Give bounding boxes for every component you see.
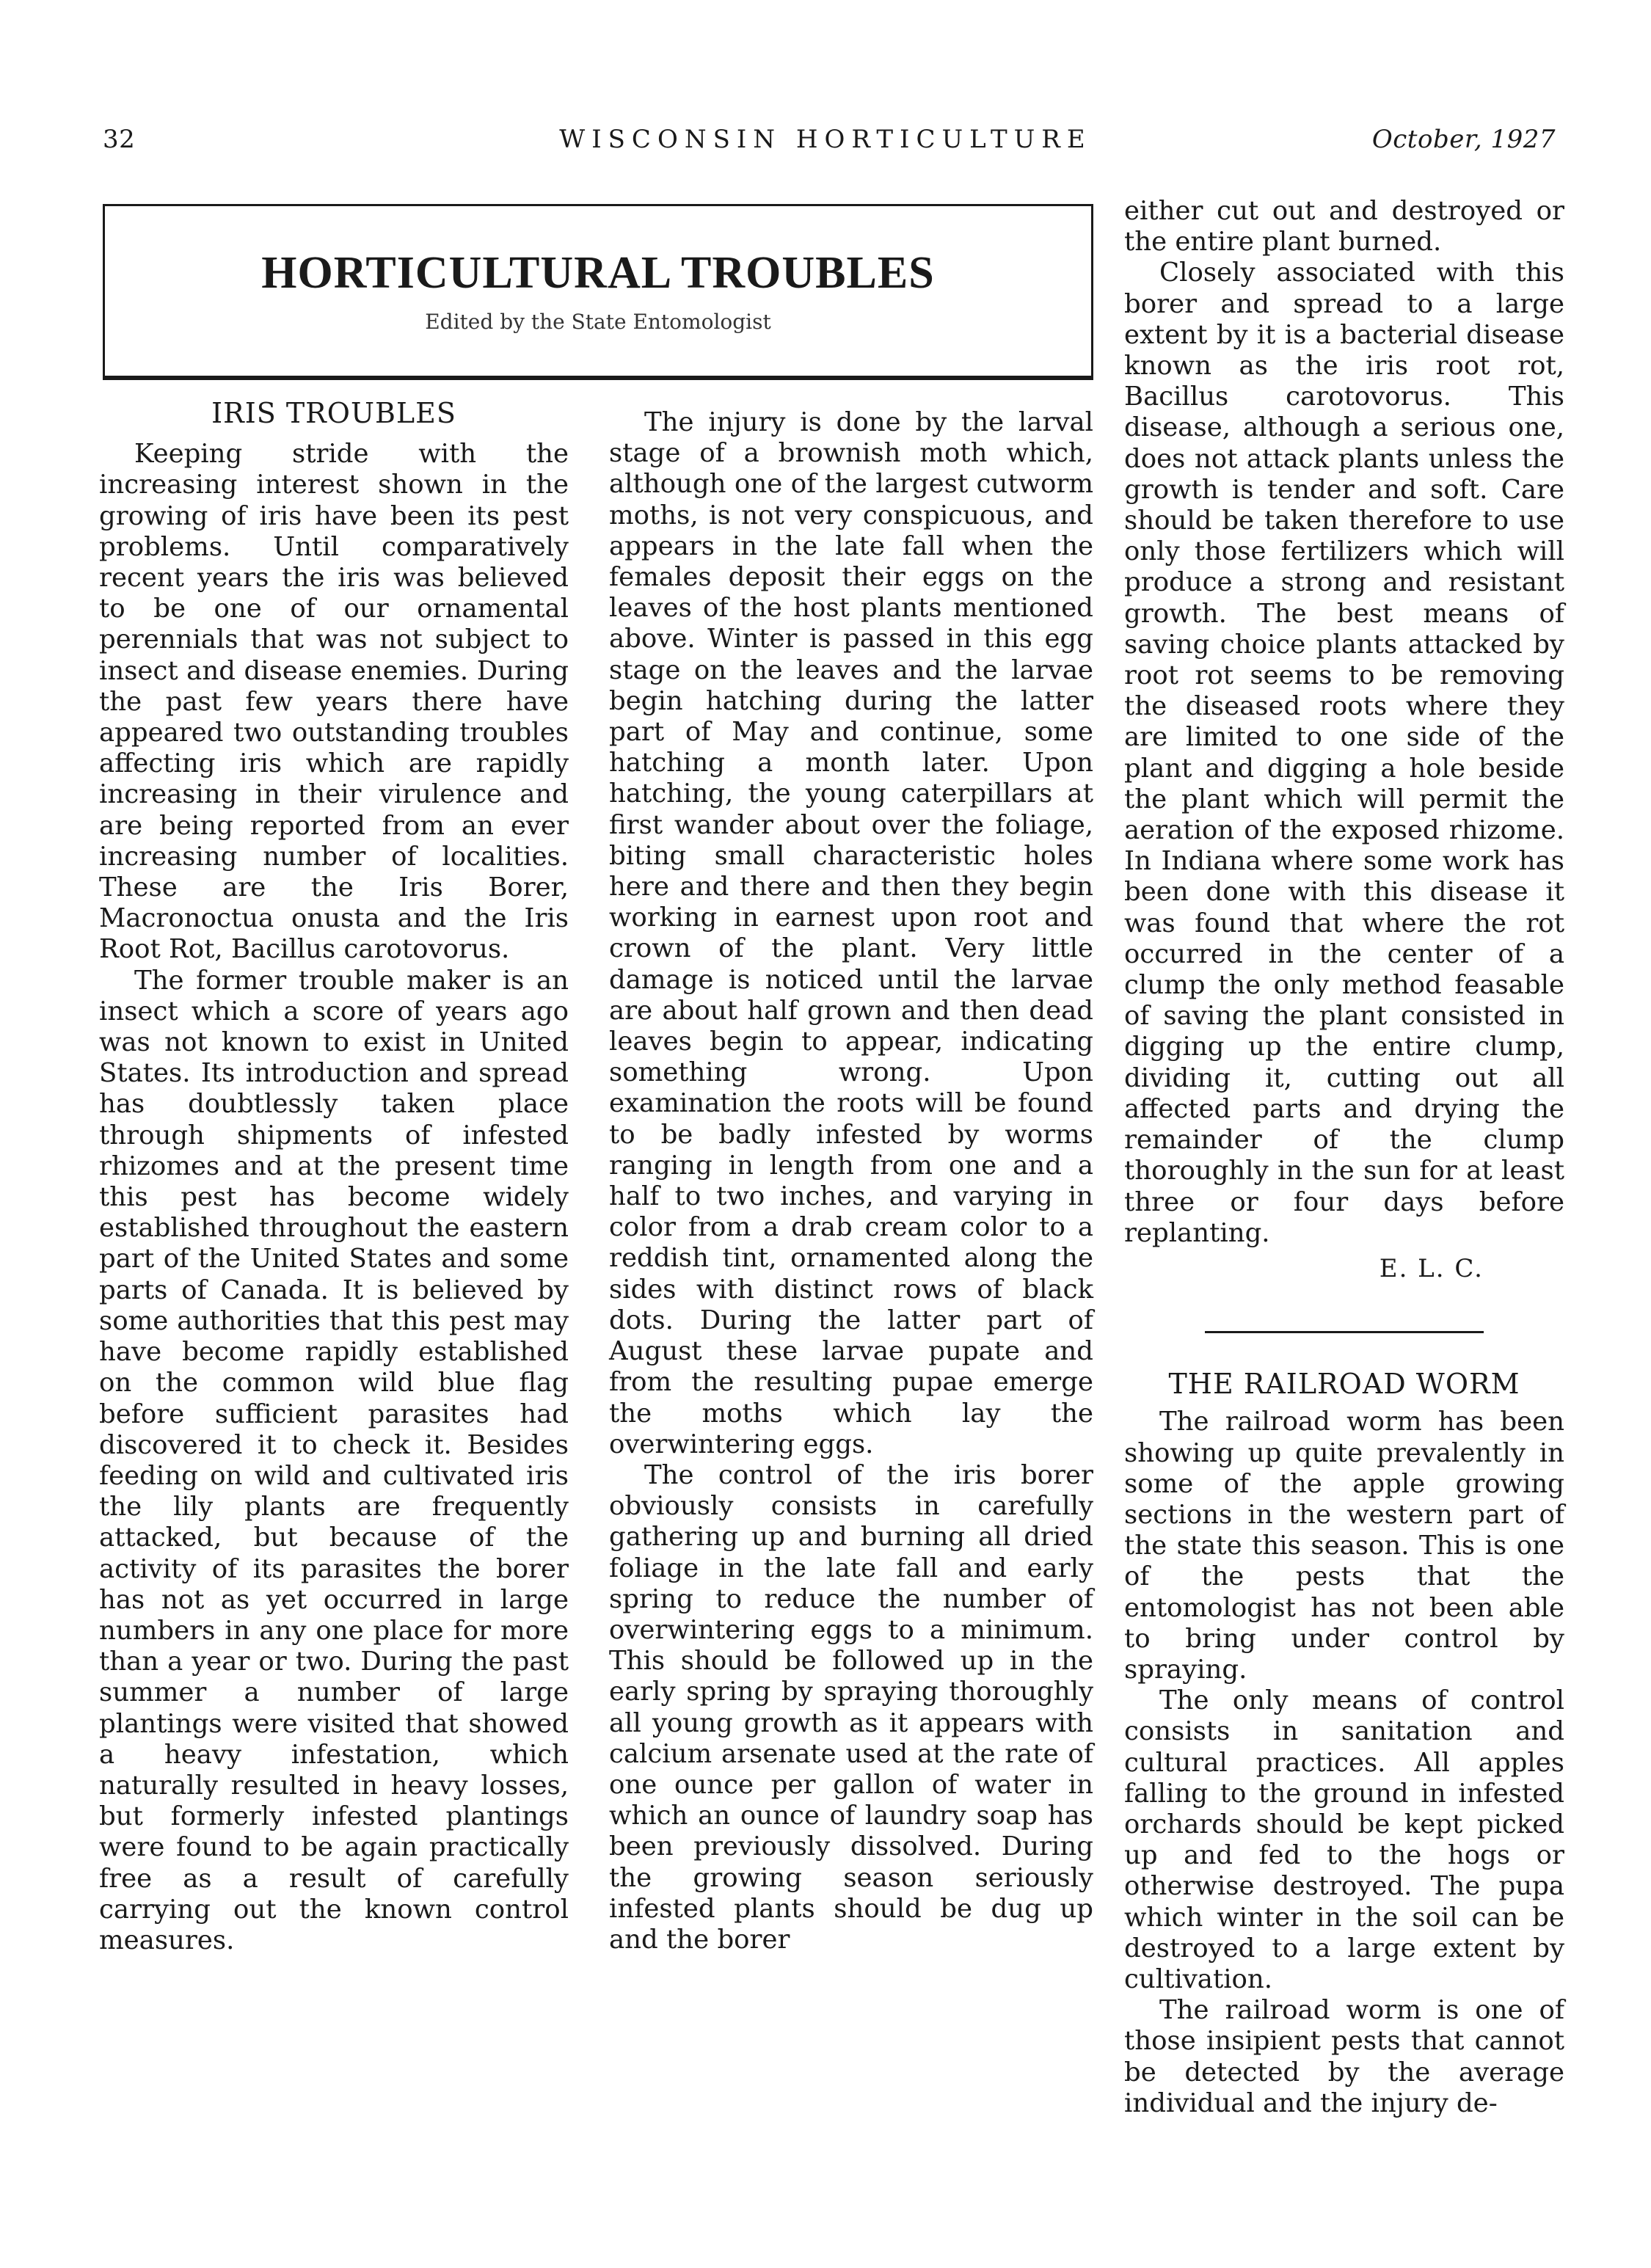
iris-paragraph: The former trouble maker is an insect which a score of years ago was not known to exist in United States. Its introduction and spread has doubtlessly taken place through shipments of infested rhizomes and at the present time this pest has become widely established throughout the eastern part of the United States and some parts of Canada. It is believed by some authorities that this pest may have become rapidly established on the common wild blue flag before sufficient parasites had discovered it to check it. Besides feeding on wild and cultivated iris the lily plants are frequently attacked, but because of the activity of its parasites the borer has not as yet occurred in large numbers in any one place for more than a year or two. During the past summer a number of large plantings were visited that showed a heavy infestation, which naturally resulted in heavy losses, but formerly infested plantings were found to be again practically free as a result of carefully carrying out the known control measures. <box>99 965 569 1955</box>
iris-paragraph: Closely associated with this borer and spread to a large extent by it is a bacterial disease known as the iris root rot, Bacillus carotovorus. This disease, although a serious one, does not attack plants unless the growth is tender and soft. Care should be taken therefore to use only those fertilizers which will produce a strong and resistant growth. The best means of saving choice plants attacked by root rot seems to be removing the diseased roots where they are limited to one side of the plant and digging a hole beside the plant which will permit the aeration of the exposed rhizome. In Indiana where some work has been done with this disease it was found that where the rot occurred in the center of a clump the only method feasable of saving the plant consisted in digging up the entire clump, dividing it, cutting out all affected parts and drying the remainder of the clump thoroughly in the sun for at least three or four days before replanting. <box>1124 258 1564 1248</box>
section-title-box <box>103 204 1093 380</box>
iris-paragraph: Keeping stride with the increasing interest shown in the growing of iris have been its pest problems. Until comparatively recent years the iris was believed to be one of our ornamental perennials that was not subject to insect and disease enemies. During the past few years there have appeared two outstanding troubles affecting iris which are rapidly increasing in their virulence and are being reported from an ever increasing number of localities. These are the Iris Borer, Macronoctua onusta and the Iris Root Rot, Bacillus carotovorus. <box>99 439 569 965</box>
railroad-paragraph: The only means of control consists in sanitation and cultural practices. All apples falling to the ground in infested orchards should be kept picked up and fed to the hogs or otherwise destroyed. The pupa which winter in the soil can be destroyed to a large extent by cultivation. <box>1124 1685 1564 1994</box>
publication-title: WISCONSIN HORTICULTURE <box>559 125 1092 154</box>
iris-article-heading: IRIS TROUBLES <box>211 397 456 429</box>
railroad-paragraph: The railroad worm has been showing up quite prevalently in some of the apple growing sections in the western part of the state this season. This is one of the pests that the entomologist has not been able to bring under control by spraying. <box>1124 1407 1564 1685</box>
iris-paragraph: The control of the iris borer obviously consists in carefully gathering up and burning all dried foliage in the late fall and early spring to reduce the number of overwintering eggs to a minimum. This should be followed up in the early spring by spraying thoroughly all young growth as it appears with calcium arsenate used at the rate of one ounce per gallon of water in which an ounce of laundry soap has been previously dissolved. During the growing season seriously infested plants should be dug up and the borer <box>609 1459 1093 1955</box>
column-1 <box>99 398 569 1956</box>
section-editor-credit: Edited by the State Entomologist <box>425 310 771 334</box>
column-3 <box>1124 196 1564 2119</box>
iris-paragraph: The injury is done by the larval stage of a brownish moth which, although one of the largest cutworm moths, is not very conspicuous, and appears in the late fall when the females deposit their eggs on the leaves of the host plants mentioned above. Winter is passed in this egg stage on the leaves and the larvae begin hatching during the latter part of May and continue, some hatching a month later. Upon hatching, the young caterpillars at first wander about over the foliage, biting small characteristic holes here and there and then they begin working in earnest upon root and crown of the plant. Very little damage is noticed until the larvae are about half grown and then dead leaves begin to appear, indicating something wrong. Upon examination the roots will be found to be badly infested by worms ranging in length from one and a half to two inches, and varying in color from a drab cream color to a reddish tint, ornamented along the sides with distinct rows of black dots. During the latter part of August these larvae pupate and from the resulting pupae emerge the moths which lay the overwintering eggs. <box>609 407 1093 1459</box>
page-number: 32 <box>103 125 136 154</box>
iris-paragraph-continued: either cut out and destroyed or the entire plant burned. <box>1124 196 1564 258</box>
article-divider <box>1205 1331 1484 1333</box>
issue-date: October, 1927 <box>1371 125 1556 154</box>
railroad-paragraph: The railroad worm is one of those insipient pests that cannot be detected by the average individual and the injury de- <box>1124 1995 1564 2118</box>
section-title: HORTICULTURAL TROUBLES <box>261 248 935 298</box>
author-signature: E. L. C. <box>1379 1253 1484 1283</box>
railroad-article-heading: THE RAILROAD WORM <box>1168 1368 1520 1401</box>
column-2 <box>609 407 1093 1955</box>
running-head <box>95 125 1556 169</box>
